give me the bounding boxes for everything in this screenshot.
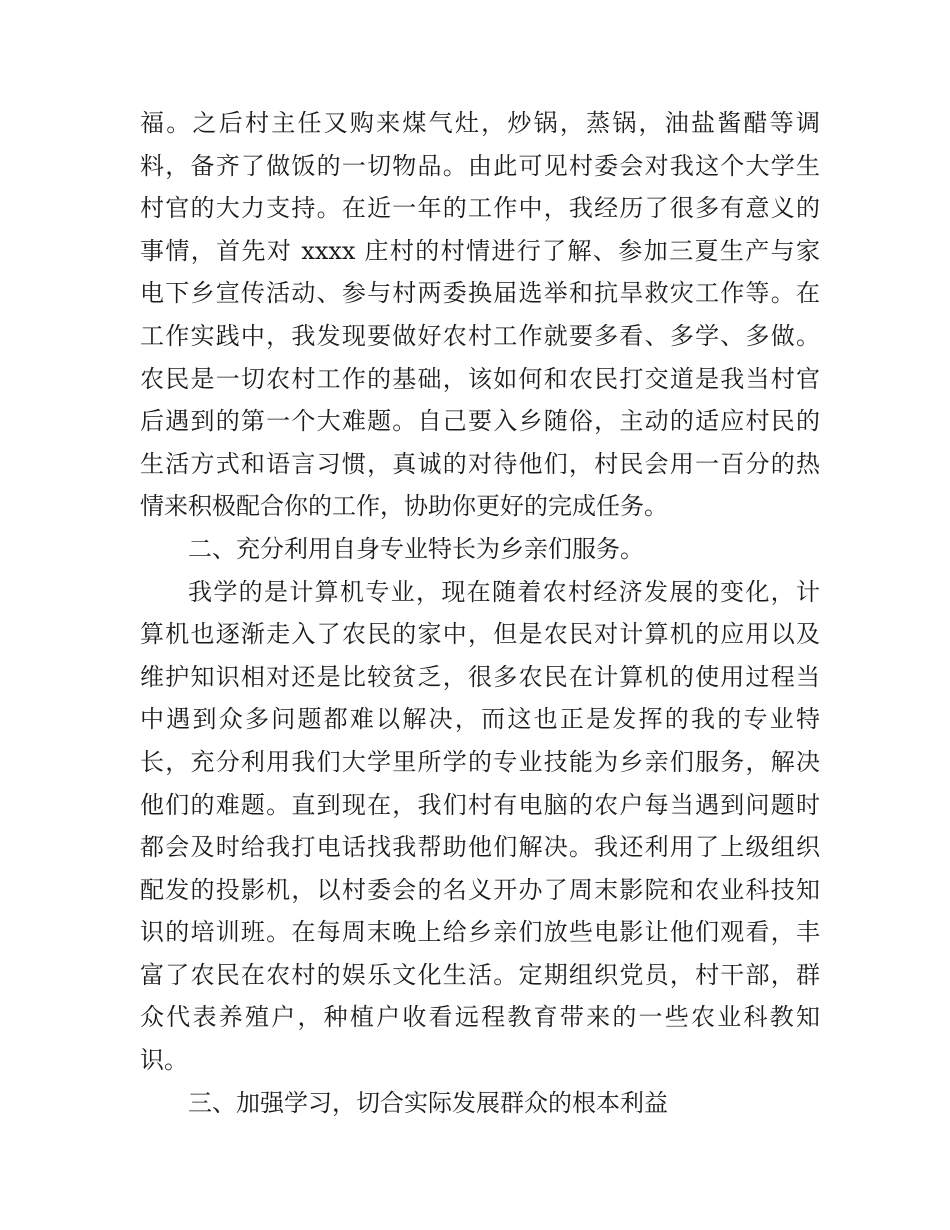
text-line: 他们的难题。直到现在，我们村有电脑的农户每当遇到问题时 [140, 790, 820, 819]
text-line: 维护知识相对还是比较贫乏，很多农民在计算机的使用过程当 [140, 662, 820, 691]
text-line: 情来积极配合你的工作，协助你更好的完成任务。 [140, 492, 668, 521]
text-line: 识的培训班。在每周末晚上给乡亲们放些电影让他们观看，丰 [140, 918, 820, 947]
document-body [140, 102, 820, 1124]
text-line: 都会及时给我打电话找我帮助他们解决。我还利用了上级组织 [140, 833, 820, 862]
text-line: 算机也逐渐走入了农民的家中，但是农民对计算机的应用以及 [140, 620, 820, 649]
text-line: 村官的大力支持。在近一年的工作中，我经历了很多有意义的 [140, 194, 820, 223]
text-line: 农民是一切农村工作的基础，该如何和农民打交道是我当村官 [140, 364, 820, 393]
text-line: 二、充分利用自身专业特长为乡亲们服务。 [188, 534, 644, 563]
text-line: 众代表养殖户，种植户收看远程教育带来的一些农业科教知 [140, 1003, 820, 1032]
text-line: 料，备齐了做饭的一切物品。由此可见村委会对我这个大学生 [140, 151, 820, 180]
text-line: 后遇到的第一个大难题。自己要入乡随俗，主动的适应村民的 [140, 407, 820, 436]
text-line: 中遇到众多问题都难以解决，而这也正是发挥的我的专业特 [140, 705, 820, 734]
text-line: 事情，首先对 xxxx 庄村的村情进行了解、参加三夏生产与家 [140, 236, 820, 265]
text-line: 识。 [140, 1046, 188, 1075]
text-line: 福。之后村主任又购来煤气灶，炒锅，蒸锅，油盐酱醋等调 [140, 109, 820, 137]
text-line: 配发的投影机，以村委会的名义开办了周末影院和农业科技知 [140, 875, 820, 904]
text-line: 我学的是计算机专业，现在随着农村经济发展的变化，计 [188, 577, 820, 606]
text-line: 生活方式和语言习惯，真诚的对待他们，村民会用一百分的热 [140, 449, 820, 478]
text-line: 长，充分利用我们大学里所学的专业技能为乡亲们服务，解决 [140, 747, 820, 776]
text-line: 工作实践中，我发现要做好农村工作就要多看、多学、多做。 [140, 321, 820, 350]
text-line: 三、加强学习，切合实际发展群众的根本利益 [188, 1088, 668, 1117]
text-line: 富了农民在农村的娱乐文化生活。定期组织党员，村干部，群 [140, 960, 820, 989]
text-line: 电下乡宣传活动、参与村两委换届选举和抗旱救灾工作等。在 [140, 279, 820, 308]
